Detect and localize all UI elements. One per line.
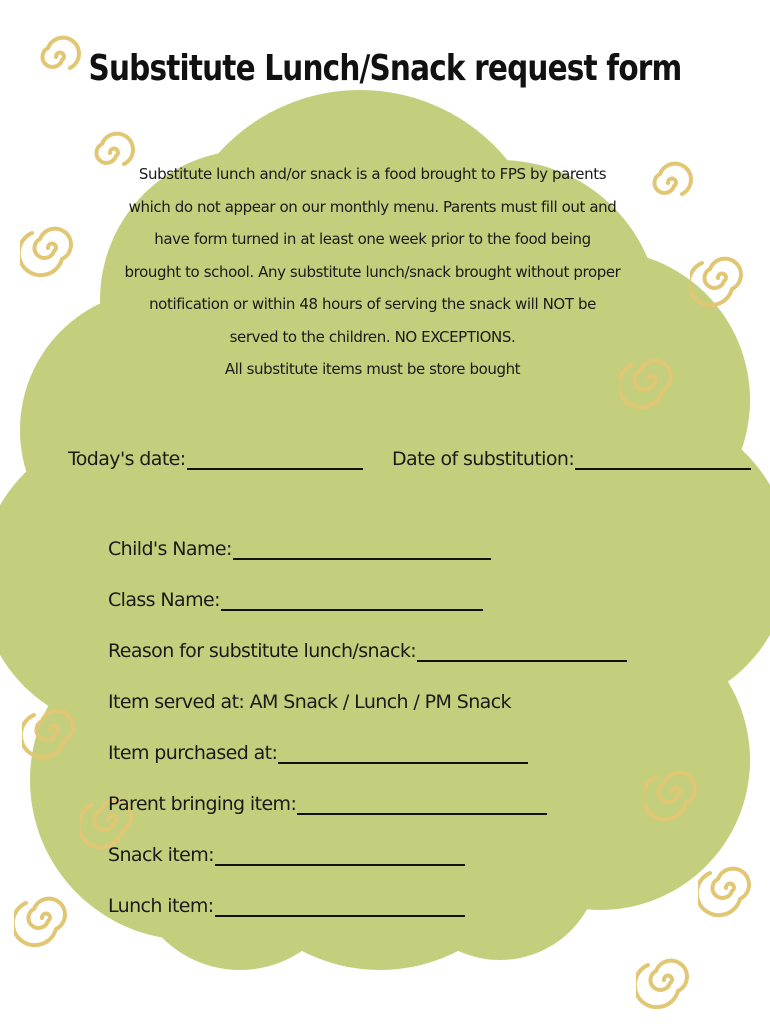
parent-bringing-item-label: Parent bringing item: (108, 793, 297, 815)
intro-line: Substitute lunch and/or snack is a food brought to FPS by parents (138, 165, 607, 183)
todays-date-field (68, 448, 363, 470)
snack-item-label: Snack item: (108, 844, 214, 866)
intro-line: have form turned in at least one week prior to the food being (154, 230, 591, 248)
item-purchased-at-label: Item purchased at: (108, 742, 278, 764)
swirl-icon (690, 238, 750, 318)
parent-bringing-item-blank[interactable] (297, 793, 547, 815)
date-of-substitution-label: Date of substitution: (392, 448, 575, 470)
snack-item-blank[interactable] (215, 844, 465, 866)
swirl-icon (698, 848, 758, 928)
intro-line: All substitute items must be store bought (224, 360, 521, 378)
class-name-blank[interactable] (221, 589, 483, 611)
reason-label: Reason for substitute lunch/snack: (108, 640, 417, 662)
swirl-icon (20, 208, 80, 288)
todays-date-label: Today's date: (68, 448, 186, 470)
intro-line: notification or within 48 hours of serving the snack will NOT be (149, 295, 596, 313)
swirl-icon (644, 752, 704, 832)
class-name-field (108, 589, 483, 611)
swirl-icon (640, 148, 700, 218)
intro-line: served to the children. NO EXCEPTIONS. (229, 327, 516, 346)
childs-name-blank[interactable] (233, 538, 491, 560)
swirl-icon (22, 690, 82, 770)
lunch-item-field (108, 895, 465, 917)
form-title: Substitute Lunch/Snack request form (88, 48, 682, 89)
swirl-icon (620, 340, 680, 420)
intro-paragraph (120, 158, 625, 386)
swirl-icon (636, 940, 696, 1020)
todays-date-blank[interactable] (187, 448, 363, 470)
intro-line: brought to school. Any substitute lunch/snack brought without proper (124, 262, 621, 281)
snack-item-field (108, 844, 465, 866)
reason-field (108, 640, 627, 662)
class-name-label: Class Name: (108, 589, 220, 611)
childs-name-label: Child's Name: (108, 538, 232, 560)
swirl-icon (14, 878, 74, 958)
intro-line: which do not appear on our monthly menu. Parents must fill out and (128, 197, 617, 216)
date-of-substitution-field (392, 448, 751, 470)
reason-blank[interactable] (417, 640, 627, 662)
parent-bringing-item-field (108, 793, 547, 815)
item-served-at-label: Item served at: AM Snack / Lunch / PM Snack (108, 691, 511, 713)
lunch-item-blank[interactable] (215, 895, 465, 917)
childs-name-field (108, 538, 491, 560)
lunch-item-label: Lunch item: (108, 895, 214, 917)
date-of-substitution-blank[interactable] (575, 448, 751, 470)
item-purchased-at-blank[interactable] (278, 742, 528, 764)
item-served-at-field (108, 691, 511, 713)
item-purchased-at-field (108, 742, 528, 764)
